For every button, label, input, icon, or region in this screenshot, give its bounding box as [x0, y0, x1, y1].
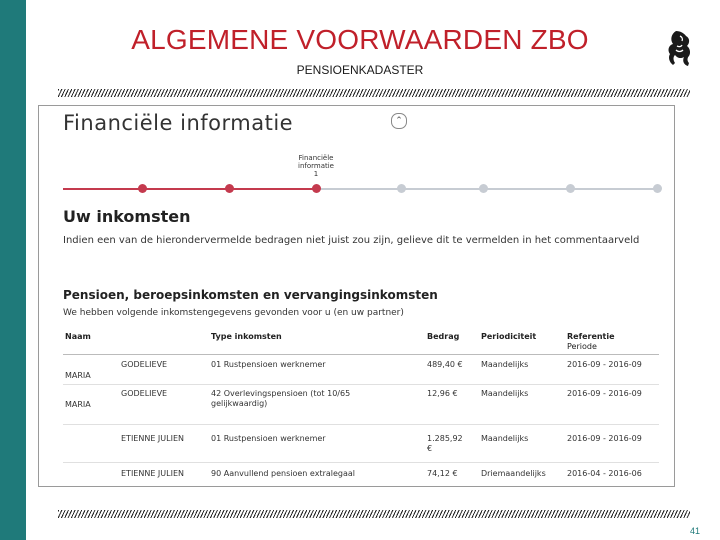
row2-periodiciteit: Maandelijks — [481, 389, 529, 398]
row4-bedrag: 74,12 € — [427, 469, 458, 478]
progress-line-done — [63, 188, 320, 190]
page-number: 41 — [689, 526, 700, 536]
col-header-naam: Naam — [65, 332, 91, 341]
row2-type-line2: gelijkwaardig) — [211, 399, 268, 408]
header-divider — [63, 354, 659, 355]
row4-type: 90 Aanvullend pensioen extralegaal — [211, 469, 356, 478]
row3-periodiciteit: Maandelijks — [481, 434, 529, 443]
row2-bedrag: 12,96 € — [427, 389, 458, 398]
hatch-divider-top — [58, 89, 690, 97]
active-step-label-line1: Financiële — [298, 154, 334, 162]
row1-periodiciteit: Maandelijks — [481, 360, 529, 369]
progress-line-todo — [320, 188, 660, 190]
col-header-referentie-line2: Periode — [567, 342, 597, 351]
row1-referentie: 2016-09 - 2016-09 — [567, 360, 642, 369]
left-accent-bar — [0, 0, 26, 540]
row3-type: 01 Rustpensioen werknemer — [211, 434, 326, 443]
row1-type: 01 Rustpensioen werknemer — [211, 360, 326, 369]
section-title: Uw inkomsten — [63, 207, 191, 226]
row1-divider — [63, 384, 659, 385]
col-header-referentie — [567, 332, 615, 352]
row2-divider — [63, 424, 659, 425]
row1-second-name: MARIA — [65, 371, 91, 380]
info-icon[interactable]: ⌃ — [391, 113, 407, 129]
step-dot-4[interactable] — [397, 184, 406, 193]
income-subsection-title: Pensioen, beroepsinkomsten en vervangingsinkomsten — [63, 288, 438, 302]
active-step-label-line2: informatie — [298, 162, 334, 170]
row3-first-name: ETIENNE JULIEN — [121, 434, 184, 443]
page-heading: Financiële informatie — [63, 111, 294, 135]
col-header-type: Type inkomsten — [211, 332, 282, 341]
row3-referentie: 2016-09 - 2016-09 — [567, 434, 642, 443]
active-step-label — [285, 154, 347, 178]
step-dot-6[interactable] — [566, 184, 575, 193]
step-dot-2[interactable] — [225, 184, 234, 193]
col-header-periodiciteit: Periodiciteit — [481, 332, 537, 341]
step-dot-3[interactable] — [312, 184, 321, 193]
flemish-lion-logo — [662, 28, 694, 68]
slide-subtitle: PENSIOENKADASTER — [296, 63, 424, 77]
step-dot-5[interactable] — [479, 184, 488, 193]
col-header-referentie-line1: Referentie — [567, 332, 615, 341]
row4-referentie: 2016-04 - 2016-06 — [567, 469, 642, 478]
row1-first-name: GODELIEVE — [121, 360, 168, 369]
row3-divider — [63, 462, 659, 463]
embedded-screenshot — [38, 105, 675, 487]
hatch-divider-bottom — [58, 510, 690, 518]
row2-second-name: MARIA — [65, 400, 91, 409]
income-note: We hebben volgende inkomstengegevens gevonden voor u (en uw partner) — [63, 308, 404, 318]
slide-title: ALGEMENE VOORWAARDEN ZBO — [131, 24, 589, 55]
row1-bedrag: 489,40 € — [427, 360, 463, 369]
row4-first-name: ETIENNE JULIEN — [121, 469, 184, 478]
col-header-bedrag: Bedrag — [427, 332, 460, 341]
row2-type-line1: 42 Overlevingspensioen (tot 10/65 — [211, 389, 351, 398]
row2-first-name: GODELIEVE — [121, 389, 168, 398]
step-dot-7[interactable] — [653, 184, 662, 193]
active-step-label-line3: 1 — [313, 170, 319, 178]
step-dot-1[interactable] — [138, 184, 147, 193]
row3-bedrag-line2: € — [427, 444, 433, 453]
row3-bedrag-line1: 1.285,92 — [427, 434, 463, 443]
row2-referentie: 2016-09 - 2016-09 — [567, 389, 642, 398]
row4-periodiciteit: Driemaandelijks — [481, 469, 546, 478]
intro-text: Indien een van de hierondervermelde bedragen niet juist zou zijn, gelieve dit te vermelden in het commentaarveld — [63, 235, 640, 246]
